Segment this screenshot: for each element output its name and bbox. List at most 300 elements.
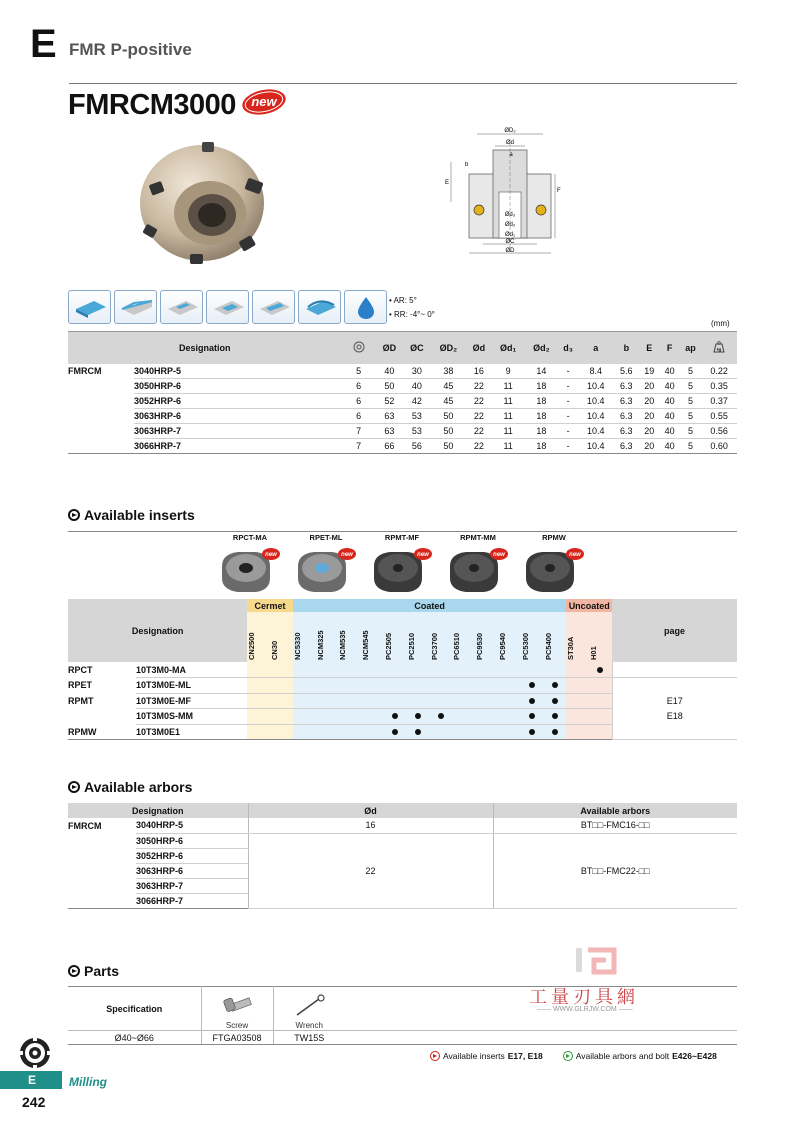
spec-cell: 18	[525, 424, 559, 439]
arbor-designation: 3052HRP-6	[136, 848, 248, 863]
radial-rake-note: • RR: -4°~ 0°	[389, 310, 435, 319]
spec-cell: 63	[376, 409, 403, 424]
slotting-icon	[160, 290, 203, 324]
grade-cell	[475, 678, 498, 694]
group-cermet: Cermet	[247, 599, 293, 612]
grade-cell	[566, 678, 589, 694]
page-ref[interactable]: E17	[666, 695, 683, 706]
grade-name	[316, 612, 339, 662]
spec-cell: 0.60	[701, 439, 737, 454]
grade-cell	[452, 724, 475, 740]
spec-cell: 50	[376, 379, 403, 394]
spec-cell: 40	[659, 439, 679, 454]
spec-cell: 18	[525, 439, 559, 454]
grade-name-text: NCM325	[315, 630, 325, 660]
insert-image	[520, 546, 588, 594]
spec-cell: 56	[403, 439, 430, 454]
grade-cell	[247, 662, 270, 678]
grade-name-text: PC3700	[429, 632, 439, 660]
arbor-spec: BT□□-FMC22-□□	[493, 833, 737, 908]
grade-cell	[270, 662, 293, 678]
svg-text:kg: kg	[716, 346, 722, 352]
grade-cell	[475, 693, 498, 709]
grade-cell	[452, 709, 475, 725]
new-badge-text: new	[493, 552, 505, 558]
grade-name-text: PC6510	[452, 632, 462, 660]
svg-text:b: b	[465, 162, 469, 168]
spec-cell: 7	[342, 424, 376, 439]
spec-designation: 3063HRP-6	[134, 409, 342, 424]
spec-cell: 6.3	[614, 379, 639, 394]
spec-cell: 20	[639, 394, 659, 409]
grade-name-text: PC9530	[475, 632, 485, 660]
spec-cell: 11	[492, 379, 525, 394]
grade-name-text: NCM535	[338, 630, 348, 660]
insert-picture-label: RPMW	[542, 533, 566, 542]
grade-name-text: NC5330	[292, 632, 302, 660]
watermark-text: 工量刃具網	[529, 987, 639, 1008]
svg-text:Ød: Ød	[505, 140, 515, 146]
insert-count-icon	[342, 332, 376, 364]
insert-code: 10T3M0E1	[136, 724, 247, 740]
grade-cell	[316, 693, 339, 709]
spec-cell: 5	[680, 409, 701, 424]
spec-header-E: E	[639, 332, 659, 364]
grade-cell	[475, 662, 498, 678]
availability-dot	[529, 682, 535, 688]
spec-cell: 7	[342, 439, 376, 454]
grade-name-text: PC5400	[543, 632, 553, 660]
grade-cell	[338, 678, 361, 694]
arbor-header-designation: Designation	[68, 803, 248, 818]
ref-arbors[interactable]: Available arbors and bolt E426~E428	[563, 1051, 717, 1061]
spec-cell: 6	[342, 379, 376, 394]
arbor-designation: 3063HRP-7	[136, 878, 248, 893]
spec-cell: 14	[525, 364, 559, 379]
spec-header-a: a	[578, 332, 614, 364]
grade-cell	[407, 662, 430, 678]
spec-cell: 9	[492, 364, 525, 379]
spec-cell: 40	[659, 364, 679, 379]
spec-cell: 10.4	[578, 379, 614, 394]
arbors-heading: Available arbors	[68, 779, 192, 795]
grade-cell	[430, 693, 453, 709]
grade-row	[68, 662, 737, 678]
grade-cell	[521, 662, 544, 678]
spec-cell: 20	[639, 424, 659, 439]
svg-text:new: new	[251, 94, 277, 109]
new-badge	[241, 88, 287, 116]
grade-cell	[270, 709, 293, 725]
grade-name	[407, 612, 430, 662]
grade-name	[247, 612, 270, 662]
grade-cell	[589, 678, 612, 694]
dimension-drawing	[437, 122, 583, 262]
availability-dot	[415, 713, 421, 719]
inserts-heading: Available inserts	[68, 507, 195, 523]
grade-cell	[521, 709, 544, 725]
grade-cell	[316, 662, 339, 678]
arbor-row	[68, 833, 737, 848]
spec-row	[68, 394, 737, 409]
insert-picture-label: RPMT-MF	[384, 533, 420, 542]
wrench-label: Wrench	[295, 1021, 323, 1030]
grade-cell	[407, 709, 430, 725]
grade-cell	[293, 678, 316, 694]
spec-designation: 3040HRP-5	[134, 364, 342, 379]
grade-cell	[498, 662, 521, 678]
grade-cell	[293, 662, 316, 678]
grade-name-text: NCM545	[361, 630, 371, 660]
spec-cell: 11	[492, 394, 525, 409]
grade-name-text: PC5300	[520, 632, 530, 660]
spec-group	[68, 409, 134, 424]
grade-table	[68, 599, 737, 740]
cutter-photo	[130, 128, 270, 268]
spec-cell: 6.3	[614, 439, 639, 454]
spec-cell: -	[558, 379, 578, 394]
wrench-icon	[289, 993, 329, 1019]
section-name: FMR P-positive	[69, 40, 192, 59]
insert-family: RPET	[68, 680, 93, 691]
arbor-row	[68, 818, 737, 833]
grade-name-text: CN30	[270, 640, 280, 660]
grade-name	[566, 612, 589, 662]
grade-cell	[384, 724, 407, 740]
grade-cell	[247, 693, 270, 709]
svg-text:E: E	[445, 180, 450, 186]
spec-cell: 6.3	[614, 409, 639, 424]
spec-cell: 40	[403, 379, 430, 394]
spec-designation: 3050HRP-6	[134, 379, 342, 394]
screw-icon	[217, 993, 257, 1019]
spec-cell: 5	[680, 379, 701, 394]
grade-name	[430, 612, 453, 662]
grade-cell	[589, 709, 612, 725]
insert-code: 10T3M0S-MM	[136, 709, 247, 725]
spec-cell: 10.4	[578, 394, 614, 409]
insert-image	[444, 546, 512, 594]
grade-cell	[384, 678, 407, 694]
insert-picture-label: RPET-ML	[309, 533, 343, 542]
spec-cell: 5	[342, 364, 376, 379]
spec-header-d2: Ød₂	[525, 332, 559, 364]
spec-header-designation: Designation	[68, 332, 342, 364]
spec-group	[68, 439, 134, 454]
spec-cell: 6.3	[614, 424, 639, 439]
spec-cell: 5	[680, 364, 701, 379]
spec-group	[68, 394, 134, 409]
grade-cell	[270, 724, 293, 740]
grade-name	[452, 612, 475, 662]
spec-cell: 20	[639, 379, 659, 394]
insert-pictures	[68, 531, 737, 599]
spec-cell: -	[558, 394, 578, 409]
spec-group: FMRCM	[68, 366, 102, 376]
grade-cell	[544, 693, 567, 709]
spec-header-d: Ød	[466, 332, 491, 364]
spec-cell: 53	[403, 409, 430, 424]
spec-row	[68, 409, 737, 424]
grade-cell	[361, 724, 384, 740]
grade-name-text: PC2505	[384, 632, 394, 660]
spec-cell: 20	[639, 439, 659, 454]
grade-cell	[566, 693, 589, 709]
spec-cell: 50	[431, 409, 467, 424]
grade-row	[68, 678, 737, 694]
grade-cell	[544, 662, 567, 678]
spec-cell: 53	[403, 424, 430, 439]
category-label: Milling	[69, 1075, 107, 1089]
arbor-designation: 3040HRP-5	[136, 818, 248, 833]
spec-cell: 5	[680, 394, 701, 409]
spec-cell: 11	[492, 439, 525, 454]
grade-cell	[430, 662, 453, 678]
spec-cell: 40	[376, 364, 403, 379]
grade-cell	[498, 678, 521, 694]
parts-value-row	[68, 1031, 737, 1045]
spec-cell: 0.22	[701, 364, 737, 379]
grade-cell	[407, 693, 430, 709]
page-ref[interactable]: E18	[666, 710, 683, 721]
grade-name	[338, 612, 361, 662]
spec-cell: -	[558, 439, 578, 454]
spec-cell: 50	[431, 439, 467, 454]
pocketing-icon	[206, 290, 249, 324]
spec-cell: 19	[639, 364, 659, 379]
grade-cell	[498, 709, 521, 725]
shoulder-milling-icon	[114, 290, 157, 324]
spec-cell: 66	[376, 439, 403, 454]
grade-cell	[338, 709, 361, 725]
grade-cell	[316, 678, 339, 694]
spec-cell: 22	[466, 379, 491, 394]
grade-cell	[498, 693, 521, 709]
grade-cell	[566, 662, 589, 678]
spec-cell: 6	[342, 394, 376, 409]
spec-row	[68, 364, 737, 379]
grade-name-text: CN2500	[247, 632, 257, 660]
feature-notes	[389, 294, 435, 322]
grade-cell	[270, 678, 293, 694]
spec-cell: 16	[466, 364, 491, 379]
spec-row	[68, 379, 737, 394]
grade-name-text: ST30A	[566, 636, 576, 660]
spec-cell: 40	[659, 379, 679, 394]
grade-cell	[293, 709, 316, 725]
insert-picture	[514, 532, 594, 594]
spec-cell: 52	[376, 394, 403, 409]
unit-label: (mm)	[711, 319, 730, 328]
grade-group-row	[68, 599, 737, 612]
availability-dot	[552, 682, 558, 688]
weight-icon	[701, 332, 737, 364]
grade-cell	[544, 678, 567, 694]
insert-family: RPMW	[68, 724, 136, 740]
grade-header-designation: Designation	[68, 599, 247, 662]
grade-cell	[498, 724, 521, 740]
face-milling-icon	[68, 290, 111, 324]
grade-cell	[589, 693, 612, 709]
insert-picture	[210, 532, 290, 594]
grade-cell	[452, 678, 475, 694]
grade-cell	[361, 709, 384, 725]
arrow-circle-icon	[68, 965, 80, 977]
grade-cell	[430, 724, 453, 740]
spec-header-D2: ØD₂	[431, 332, 467, 364]
spec-cell: 18	[525, 394, 559, 409]
spec-cell: 11	[492, 409, 525, 424]
spec-cell: 5.6	[614, 364, 639, 379]
insert-image	[216, 546, 284, 594]
spec-cell: 40	[659, 394, 679, 409]
spec-cell: 11	[492, 424, 525, 439]
spec-row	[68, 439, 737, 454]
availability-dot	[438, 713, 444, 719]
grade-cell	[521, 693, 544, 709]
feature-icons	[68, 290, 387, 324]
spec-cell: 6.3	[614, 394, 639, 409]
spec-cell: 22	[466, 439, 491, 454]
spec-designation: 3063HRP-7	[134, 424, 342, 439]
grade-cell	[475, 709, 498, 725]
grade-name	[498, 612, 521, 662]
spec-table	[68, 331, 737, 454]
grade-name	[475, 612, 498, 662]
parts-spec-label: Specification	[68, 987, 201, 1031]
spec-cell: -	[558, 424, 578, 439]
grade-name	[521, 612, 544, 662]
footer-references	[430, 1051, 717, 1061]
availability-dot	[392, 713, 398, 719]
grade-cell	[270, 693, 293, 709]
grade-cell	[338, 724, 361, 740]
spec-cell: 18	[525, 379, 559, 394]
spec-header-ap: ap	[680, 332, 701, 364]
svg-text:F: F	[557, 188, 561, 194]
grade-cell	[384, 709, 407, 725]
axial-rake-note: • AR: 5°	[389, 296, 417, 305]
spec-cell: 40	[659, 424, 679, 439]
grade-cell	[247, 678, 270, 694]
spec-header-D: ØD	[376, 332, 403, 364]
insert-image	[368, 546, 436, 594]
grade-cell	[521, 724, 544, 740]
spec-cell: 10.4	[578, 409, 614, 424]
spec-cell: 5	[680, 439, 701, 454]
spec-cell: 0.55	[701, 409, 737, 424]
ref-inserts[interactable]: Available inserts E17, E18	[430, 1051, 543, 1061]
insert-picture-label: RPCT-MA	[232, 533, 268, 542]
grade-cell	[589, 724, 612, 740]
svg-text:Ød₁: Ød₁	[504, 232, 516, 238]
grade-cell	[338, 662, 361, 678]
spec-cell: 0.37	[701, 394, 737, 409]
grade-cell	[452, 693, 475, 709]
page-number: 242	[22, 1094, 46, 1110]
availability-dot	[529, 698, 535, 704]
availability-dot	[415, 729, 421, 735]
new-badge-text: new	[569, 552, 581, 558]
svg-text:ØD: ØD	[505, 248, 515, 254]
spec-row	[68, 424, 737, 439]
spec-cell: -	[558, 409, 578, 424]
insert-family	[68, 709, 136, 725]
insert-code: 10T3M0E-ML	[136, 678, 247, 694]
spec-cell: 10.4	[578, 424, 614, 439]
spec-designation: 3066HRP-7	[134, 439, 342, 454]
spec-header-row	[68, 332, 737, 364]
grade-cell	[316, 724, 339, 740]
spec-cell: 42	[403, 394, 430, 409]
grade-cell	[293, 693, 316, 709]
svg-text:Ød₂: Ød₂	[504, 222, 516, 228]
grade-cell	[407, 678, 430, 694]
spec-header-d3: d₃	[558, 332, 578, 364]
arrow-circle-icon	[68, 781, 80, 793]
grade-name-text: H01	[589, 646, 599, 660]
arrow-circle-icon	[68, 509, 80, 521]
grade-name	[293, 612, 316, 662]
spec-cell: 0.56	[701, 424, 737, 439]
arbor-header-row	[68, 803, 737, 818]
wrench-part	[273, 987, 345, 1031]
grade-cell	[316, 709, 339, 725]
new-badge-text: new	[341, 552, 353, 558]
arrow-circle-icon	[563, 1051, 573, 1061]
spec-cell: 18	[525, 409, 559, 424]
arbor-d-value: 22	[248, 833, 493, 908]
arbor-designation: 3063HRP-6	[136, 863, 248, 878]
spec-cell: 0.35	[701, 379, 737, 394]
grade-cell	[452, 662, 475, 678]
spec-cell: 10.4	[578, 439, 614, 454]
spec-cell: 38	[431, 364, 467, 379]
arbor-designation: 3066HRP-7	[136, 893, 248, 908]
spec-header-C: ØC	[403, 332, 430, 364]
spec-cell: 6	[342, 409, 376, 424]
grade-header-page: page	[612, 599, 737, 662]
grade-cell	[361, 678, 384, 694]
spec-group	[68, 379, 134, 394]
spec-cell: 40	[659, 409, 679, 424]
spec-cell: 45	[431, 394, 467, 409]
availability-dot	[392, 729, 398, 735]
spec-cell: 5	[680, 424, 701, 439]
grade-name	[361, 612, 384, 662]
insert-picture	[286, 532, 366, 594]
spec-cell: 50	[431, 424, 467, 439]
spec-header-b: b	[614, 332, 639, 364]
grade-cell	[544, 709, 567, 725]
arrow-circle-icon	[430, 1051, 440, 1061]
spec-cell: 20	[639, 409, 659, 424]
insert-picture	[362, 532, 442, 594]
insert-code: 10T3M0-MA	[136, 662, 247, 678]
svg-text:Ød₃: Ød₃	[504, 212, 516, 218]
section-tab-letter: E	[28, 1073, 37, 1087]
availability-dot	[552, 713, 558, 719]
screw-part	[201, 987, 273, 1031]
milling-cutter-icon	[18, 1036, 52, 1070]
availability-dot	[529, 729, 535, 735]
spec-group	[68, 424, 134, 439]
grade-cell	[247, 724, 270, 740]
availability-dot	[529, 713, 535, 719]
arbor-d-value: 16	[248, 818, 493, 833]
grade-name	[384, 612, 407, 662]
grade-cell	[521, 678, 544, 694]
